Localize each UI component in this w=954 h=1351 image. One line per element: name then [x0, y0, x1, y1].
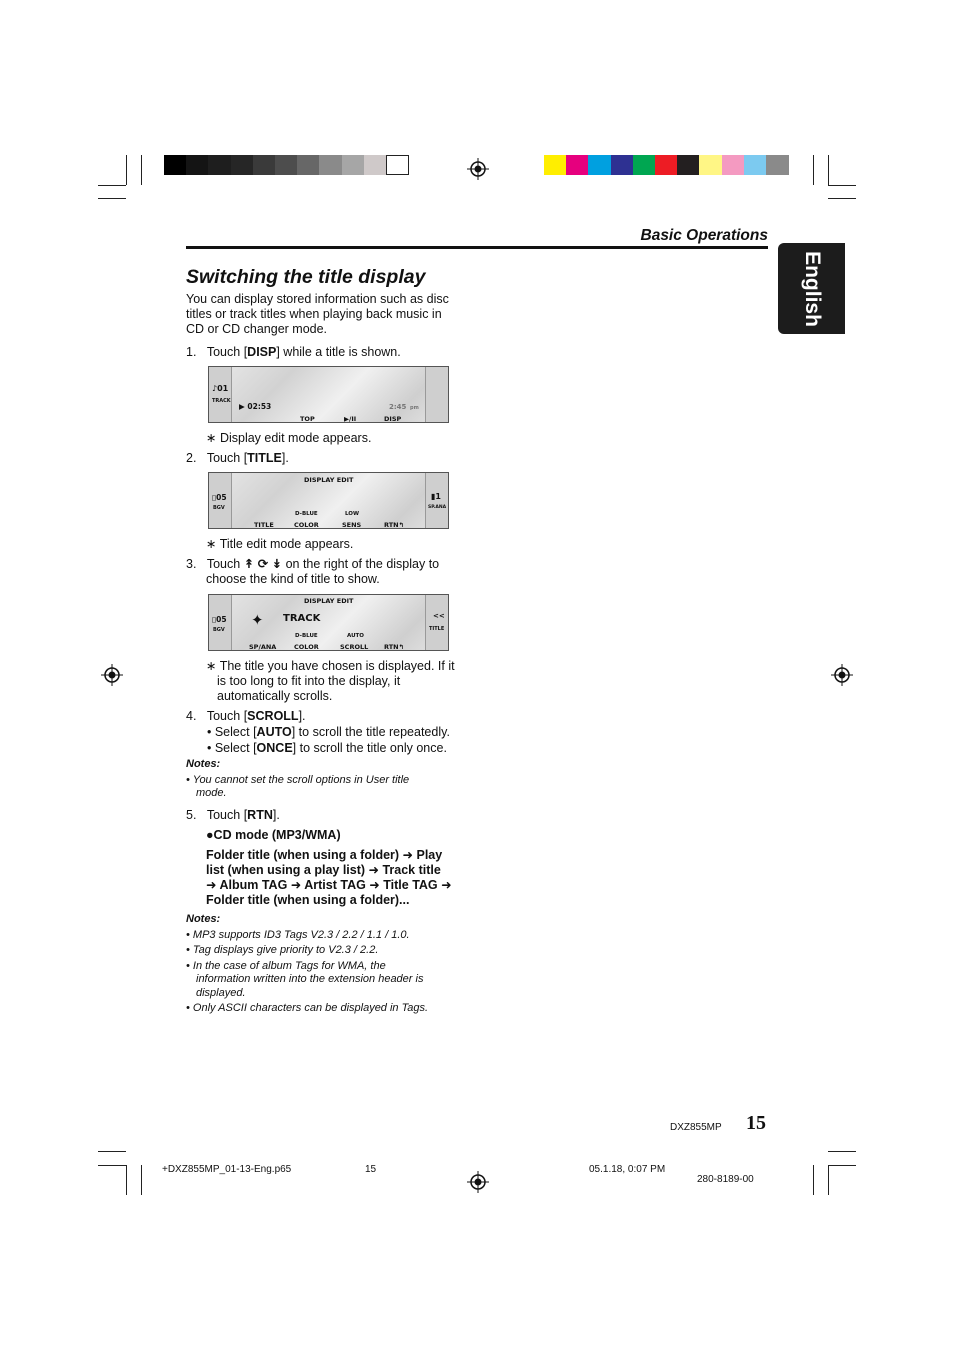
top-button[interactable]: TOP [300, 415, 315, 423]
lcd-display-edit: DISPLAY EDIT ▯05 BGV ▮1 SP.ANA D-BLUE LOW TITLE COLOR SENS RTN↰ [208, 472, 449, 529]
disp-button[interactable]: DISP [384, 415, 402, 423]
language-tab [778, 243, 845, 334]
color-swatch [342, 155, 365, 175]
color-swatch [633, 155, 656, 175]
color-button[interactable]: COLOR [294, 643, 319, 651]
color-swatch [655, 155, 678, 175]
intro-paragraph: You can display stored information such as disc titles or track titles when playing back music in CD or CD changer mode. [186, 292, 449, 336]
color-swatch [297, 155, 320, 175]
language-tab-label: English [800, 250, 824, 327]
sp-ana-button[interactable]: SP/ANA [249, 643, 277, 651]
color-swatch [766, 155, 789, 175]
color-swatch [566, 155, 589, 175]
registration-mark-icon [831, 664, 853, 686]
registration-mark-icon [467, 1171, 489, 1193]
footer-filename: +DXZ855MP_01-13-Eng.p65 [162, 1164, 292, 1175]
note-title-edit: ∗ Title edit mode appears. [206, 537, 354, 551]
page-title: Switching the title display [186, 266, 426, 288]
lcd-display-main: ♪01 TRACK ▶ 02:53 2:45 pm TOP ▶/II DISP [208, 366, 449, 423]
scroll-button[interactable]: SCROLL [340, 643, 369, 651]
lcd-display-title: DISPLAY EDIT ▯05 BGV ✦ TRACK << TITLE D-BLUE AUTO SP/ANA COLOR SCROLL RTN↰ [208, 594, 449, 651]
step-2: 2. Touch [TITLE]. [186, 451, 289, 465]
title-button[interactable]: TITLE [254, 521, 274, 529]
play-pause-button[interactable]: ▶/II [344, 415, 357, 423]
cd-mode-heading: ●CD mode (MP3/WMA) [206, 828, 341, 842]
color-swatch [588, 155, 611, 175]
color-swatch [699, 155, 722, 175]
note-display-edit: ∗ Display edit mode appears. [206, 431, 372, 445]
title-graphic-icon: ✦ [251, 611, 264, 629]
footer-file-page: 15 [365, 1164, 377, 1175]
color-swatch [722, 155, 745, 175]
rtn-button[interactable]: RTN↰ [384, 643, 405, 651]
step-3: 3. Touch ↟ ⟳ ↡ on the right of the display to choose the kind of title to show. [186, 557, 440, 586]
step-5: 5. Touch [RTN]. [186, 808, 280, 822]
color-swatch [164, 155, 187, 175]
notes-tags: Notes: • MP3 supports ID3 Tags V2.3 / 2.2 / 1.1 / 1.0. • Tag displays give priority to V2.3 / 2.2. • In the case of album Tags for WMA, the information written into the extension header is displayed. • Only ASCII characters can be displayed in Tags. [186, 913, 429, 1014]
page-number: 15 [746, 1112, 766, 1134]
header-rule [186, 246, 768, 249]
color-swatch [386, 155, 409, 175]
section-header: Basic Operations [640, 227, 768, 244]
color-swatch [253, 155, 276, 175]
footer-code: 280-8189-00 [697, 1174, 754, 1185]
color-swatch [231, 155, 254, 175]
color-swatch [319, 155, 342, 175]
notes-scroll: Notes: • You cannot set the scroll options in User title mode. [186, 758, 410, 799]
registration-mark-icon [467, 158, 489, 180]
color-swatch [364, 155, 387, 175]
model-label: DXZ855MP [670, 1122, 722, 1133]
arrow-icons: ↟ ⟳ ↡ [243, 557, 283, 571]
rtn-button[interactable]: RTN↰ [384, 521, 405, 529]
cd-mode-sequence: Folder title (when using a folder) ➜ Play list (when using a play list) ➜ Track title ➜ Album TAG ➜ Artist TAG ➜ Title TAG ➜ Folder title (when using a folder)... [206, 848, 452, 907]
registration-mark-icon [101, 664, 123, 686]
color-swatch [677, 155, 700, 175]
sens-button[interactable]: SENS [342, 521, 362, 529]
color-swatch [208, 155, 231, 175]
color-swatch [186, 155, 209, 175]
color-button[interactable]: COLOR [294, 521, 319, 529]
step-1: 1. Touch [DISP] while a title is shown. [186, 345, 401, 359]
color-swatch [611, 155, 634, 175]
color-swatch [744, 155, 767, 175]
color-swatch [544, 155, 567, 175]
step-4: 4. Touch [SCROLL]. • Select [AUTO] to scroll the title repeatedly. • Select [ONCE] to scroll the title only once. [186, 709, 450, 755]
footer-date: 05.1.18, 0:07 PM [589, 1164, 666, 1175]
note-title-displayed: ∗ The title you have chosen is displayed. If it is too long to fit into the display, it automatically scrolls. [206, 659, 455, 703]
color-swatch [275, 155, 298, 175]
